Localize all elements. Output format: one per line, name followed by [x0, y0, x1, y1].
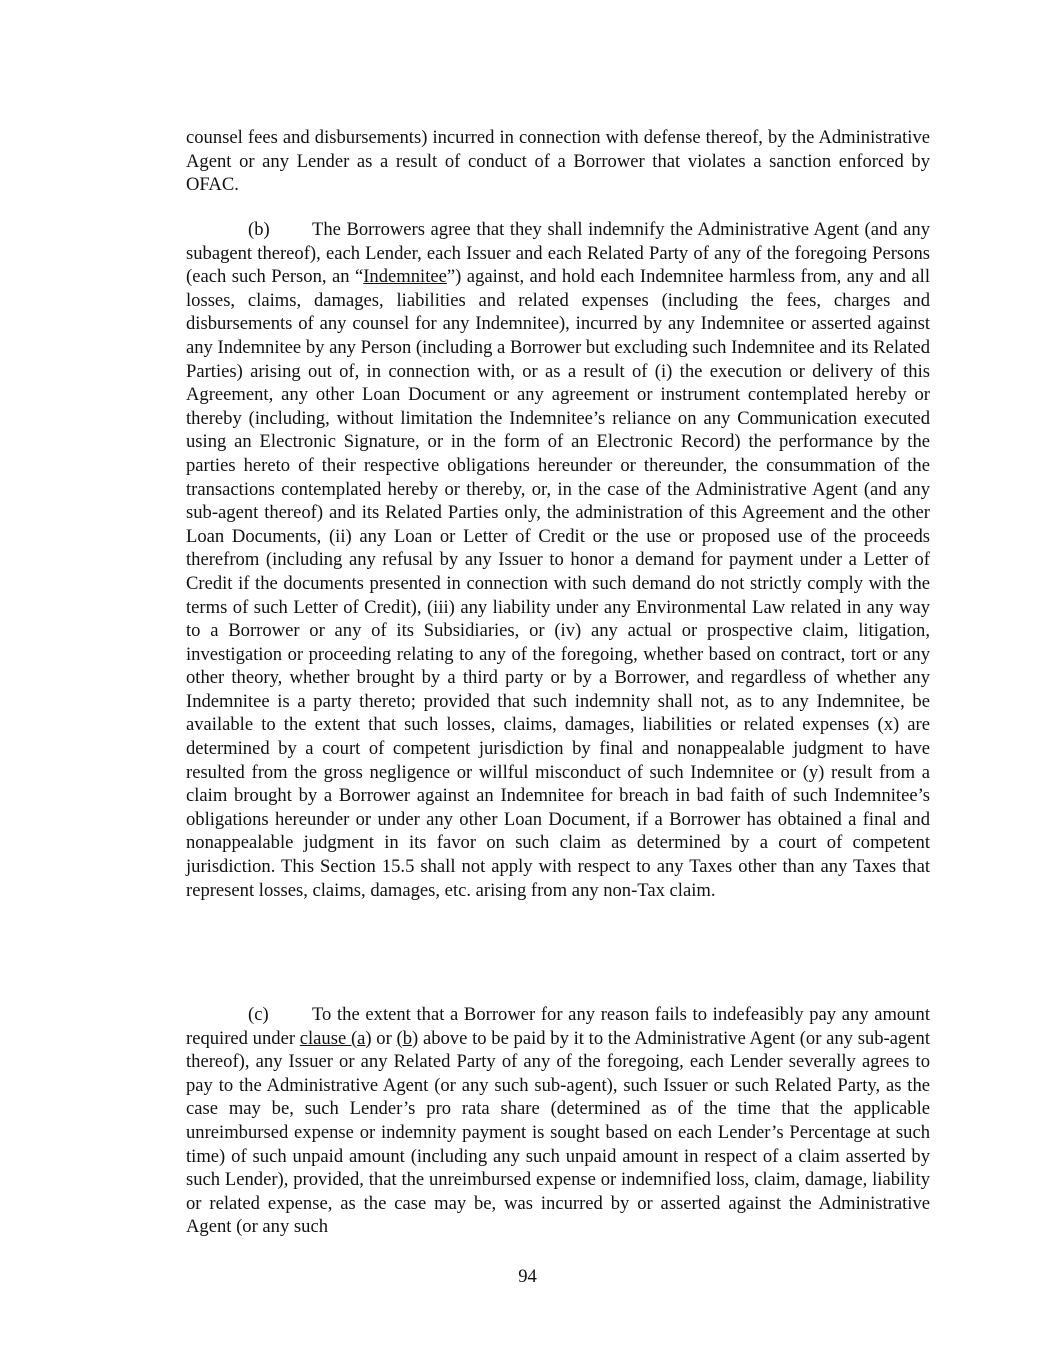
paragraph-c-text-1: To the extent that a Borrower for any reason fails to indefeasibly pay any amount required under [186, 1004, 930, 1049]
paragraph-continued-text: counsel fees and disbursements) incurred in connection with defense thereof, by the Administrative Agent or any Lender as a result of conduct of a Borrower that violates a sanction enforced by OFAC. [186, 127, 930, 196]
paragraph-c-text-3: above to be paid by it to the Administrative Agent (or any sub-agent thereof), any Issuer or any Related Party of any of the foregoing, each Lender severally agrees to pay to the Administrative Agent (or any such sub-agent), such Issuer or such Related Party, as the case may be, such Lender’s pro rata share (determined as of the time that the applicable unreimbursed expense or indemnity payment is sought based on each Lender’s Percentage at such time) of such unpaid amount (including any such unpaid amount in respect of a claim asserted by such Lender), provided, that the unreimbursed expense or indemnified loss, claim, damage, liability or related expense, as the case may be, was incurred by or asserted against the Administrative Agent (or any such [186, 1027, 930, 1238]
paragraph-b-text-2: ”) against, and hold each Indemnitee harmless from, any and all losses, claims, damages, liabilities and related expenses (including the fees, charges and disbursements of any counsel for any Indemnitee), incurred by any Indemnitee or asserted against any Indemnitee by any Person (including a Borrower but excluding such Indemnitee and its Related Parties) arising out of, in connection with, or as a result of (i) the execution or delivery of this Agreement, any other Loan Document or any agreement or instrument contemplated hereby or thereby (including, without limitation the Indemnitee’s reliance on any Communication executed using an Electronic Signature, or in the form of an Electronic Record) the performance by the parties hereto of their respective obligations hereunder or thereunder, the consummation of the transactions contemplated hereby or thereby, or, in the case of the Administrative Agent (and any sub-agent thereof) and its Related Parties only, the administration of this Agreement and the other Loan Documents, (ii) any Loan or Letter of Credit or the use or proposed use of the proceeds therefrom (including any refusal by any Issuer to honor a demand for payment under a Letter of Credit if the documents presented in connection with such demand do not strictly comply with the terms of such Letter of Credit), (iii) any liability under any Environmental Law related in any way to a Borrower or any of its Subsidiaries, or (iv) any actual or prospective claim, litigation, investigation or proceeding relating to any of the foregoing, whether based on contract, tort or any other theory, whether brought by a third party or by a Borrower, and regardless of whether any Indemnitee is a party thereto; provided that such indemnity shall not, as to any Indemnitee, be available to the extent that such losses, claims, damages, liabilities or related expenses (x) are determined by a court of competent jurisdiction by final and nonappealable judgment to have resulted from the gross negligence or willful misconduct of such Indemnitee or (y) result from a claim brought by a Borrower against an Indemnitee for breach in bad faith of such Indemnitee’s obligations hereunder or under any other Loan Document, if a Borrower has obtained a final and nonappealable judgment in its favor on such claim as determined by a court of competent jurisdiction. This Section 15.5 shall not apply with respect to any Taxes other than any Taxes that represent losses, claims, damages, etc. arising from any non-Tax claim. [186, 266, 930, 901]
defined-term-indemnitee: Indemnitee [363, 266, 447, 288]
paragraph-c-label: (c) [248, 1004, 269, 1025]
paragraph-continued [186, 126, 930, 197]
paragraph-b [186, 218, 930, 902]
paragraph-b-label: (b) [248, 219, 270, 240]
page-number: 94 [518, 1266, 537, 1287]
clause-b-reference: (b) [396, 1027, 419, 1049]
paragraph-c-text-2: or [371, 1027, 397, 1049]
paragraph-b-text-1: The Borrowers agree that they shall indemnify the Administrative Agent (and any subagent thereof), each Lender, each Issuer and each Related Party of any of the foregoing Persons (each such Person, an “ [186, 219, 930, 288]
paragraph-c [186, 1003, 930, 1239]
clause-a-reference: clause (a) [299, 1027, 372, 1049]
